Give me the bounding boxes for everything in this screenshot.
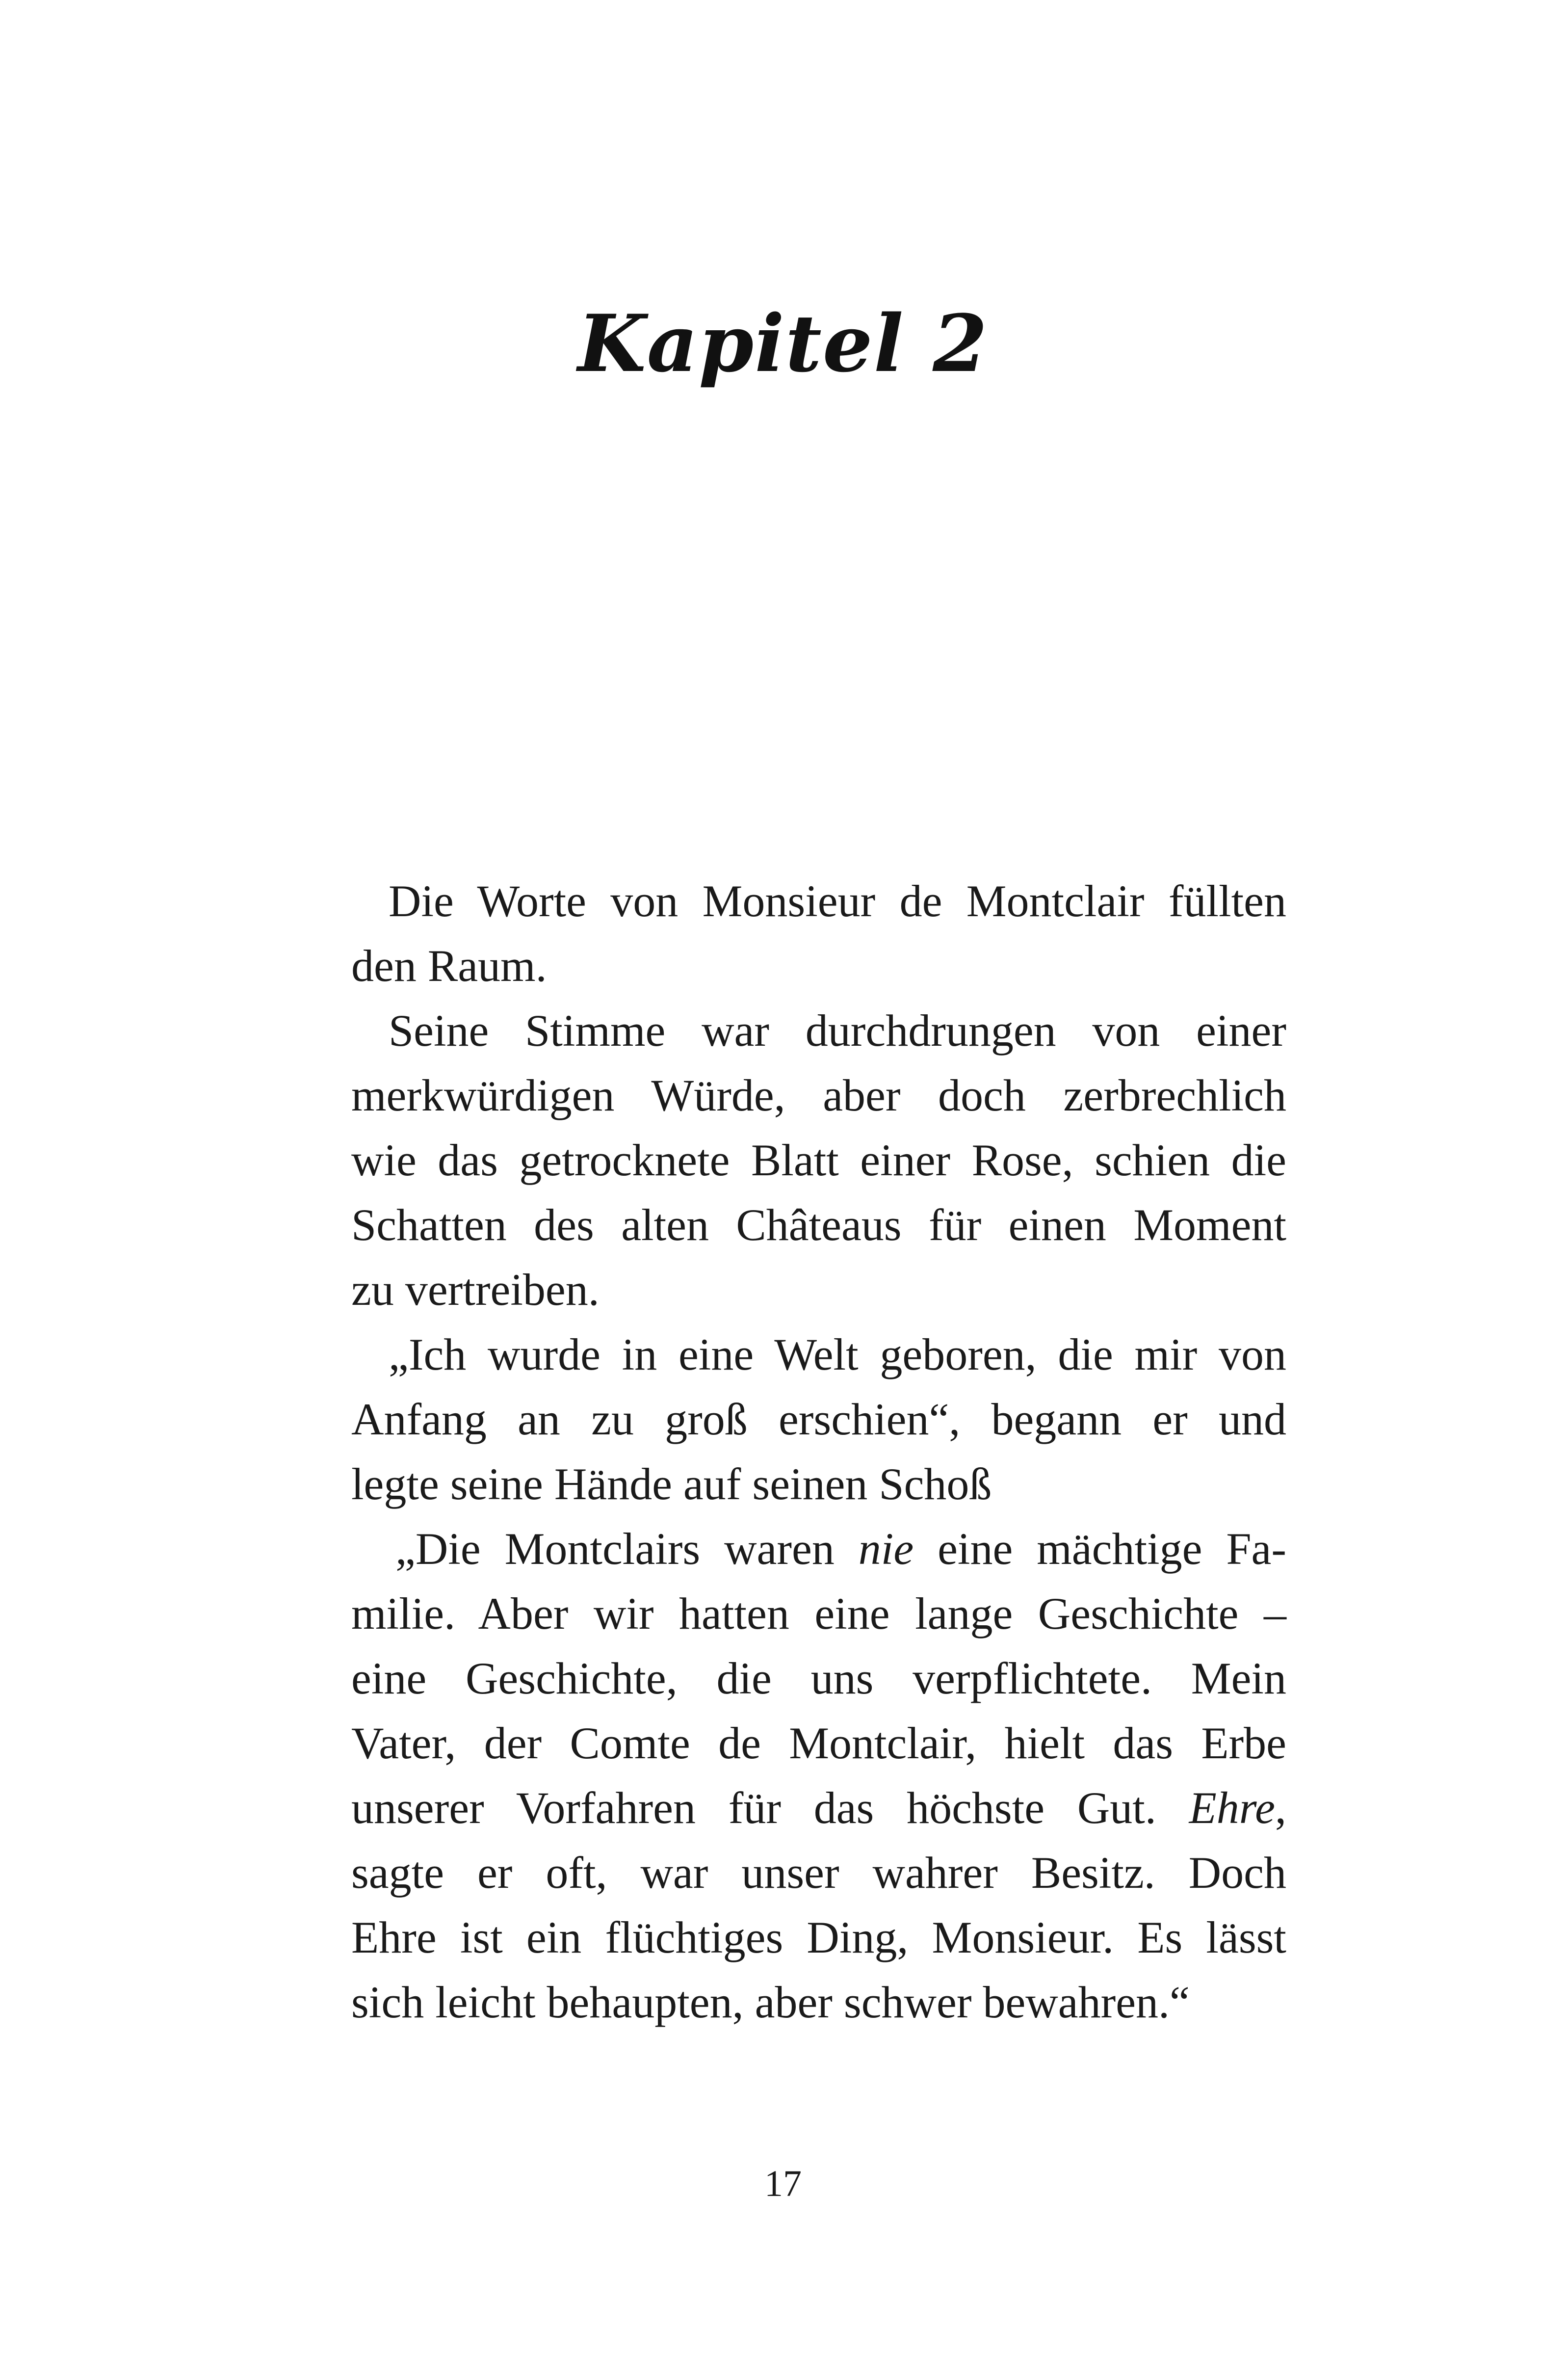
text-line: merkwürdigen Würde, aber doch zerbrechlich (351, 1070, 1286, 1120)
paragraph-4 (351, 1516, 1286, 2035)
page-number: 17 (764, 2163, 802, 2204)
text-run: unserer Vorfahren für das höchste Gut. (351, 1783, 1189, 1833)
text-line: Die Worte von Monsieur de Montclair füllten (389, 876, 1286, 926)
text-line: Ehre ist ein flüchtiges Ding, Monsieur. Es lässt (351, 1912, 1286, 1962)
text-line: milie. Aber wir hatten eine lange Geschichte – (351, 1588, 1286, 1639)
text-line: „Ich wurde in eine Welt geboren, die mir von (389, 1329, 1286, 1379)
paragraph-2 (351, 998, 1286, 1322)
body-text (351, 869, 1286, 2035)
text-line: wie das getrocknete Blatt einer Rose, schien die (351, 1135, 1286, 1185)
text-line (351, 1516, 1286, 1581)
paragraph-1 (351, 869, 1286, 998)
text-line: sagte er oft, war unser wahrer Besitz. Doch (351, 1848, 1286, 1898)
text-line: Anfang an zu groß erschien“, begann er und (351, 1394, 1286, 1444)
text-line: legte seine Hände auf seinen Schoß (351, 1459, 992, 1509)
text-line: den Raum. (351, 941, 547, 991)
italic-word: nie (858, 1524, 914, 1574)
italic-word: Ehre (1189, 1783, 1275, 1833)
text-line (351, 1775, 1286, 1840)
text-run: , (1275, 1783, 1286, 1833)
text-line: zu vertreiben. (351, 1265, 600, 1315)
paragraph-3 (351, 1322, 1286, 1516)
text-run: eine mächtige Fa- (914, 1524, 1286, 1574)
text-run: „Die Montclairs waren (395, 1524, 859, 1574)
chapter-title: Kapitel 2 (577, 297, 989, 390)
text-line: sich leicht behaupten, aber schwer bewahren.“ (351, 1977, 1190, 2027)
text-line: Schatten des alten Châteaus für einen Moment (351, 1200, 1286, 1250)
text-line: Seine Stimme war durchdrungen von einer (389, 1005, 1286, 1056)
text-line: eine Geschichte, die uns verpflichtete. Mein (351, 1653, 1286, 1703)
text-line: Vater, der Comte de Montclair, hielt das Erbe (351, 1718, 1286, 1768)
